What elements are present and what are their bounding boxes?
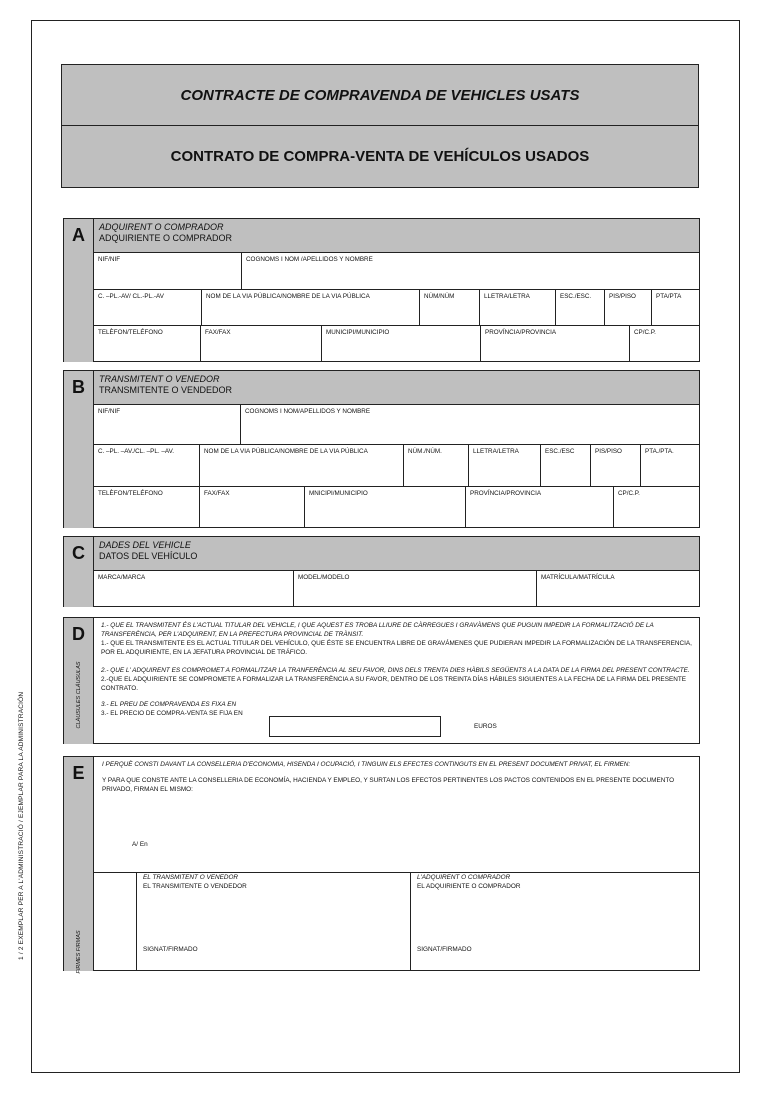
number-field[interactable]: NÚM/NÚM (420, 290, 480, 326)
postal-code-field[interactable]: CP/C.P. (634, 329, 656, 336)
street-name-field[interactable]: NOM DE LA VIA PÚBLICA/NOMBRE DE LA VIA PÚBLICA (202, 290, 420, 326)
floor-field[interactable]: PIS/PISO (591, 445, 641, 487)
section-letter: A (64, 219, 94, 253)
buyer-label-catalan: L'ADQUIRENT O COMPRADOR (417, 874, 511, 881)
buyer-label-spanish: EL ADQUIRIENTE O COMPRADOR (417, 883, 521, 890)
door-field[interactable]: PTA/PTA (652, 290, 699, 326)
clause-1-catalan: 1.- QUE EL TRANSMITENT ÉS L'ACTUAL TITULAR DEL VEHICLE, I QUE AQUEST ES TROBA LLIURE DE CÀRREGUES I GRAVÀMENS QUE PUGUIN IMPEDIR LA FORMALITZACIÓ DE LA TRANSFERÈNCIA, PER L'ADQUIRENT, EN LA PREFECTURA PROVINCIAL DE TRÀNSIT. (101, 622, 654, 638)
section-side-bar (64, 253, 94, 362)
clauses-text (101, 621, 693, 718)
section-side-bar (64, 571, 94, 607)
letter-field[interactable]: LLETRA/LETRA (469, 445, 541, 487)
seller-signed-label: SIGNAT/FIRMADO (143, 946, 198, 953)
header-catalan: TRANSMITENT O VENEDOR (99, 374, 220, 384)
street-type-field[interactable]: C. –PL.-AV/ CL.-PL.-AV (94, 290, 202, 326)
header-spanish: TRANSMITENTE O VENDEDOR (99, 385, 233, 395)
title-spanish: CONTRATO DE COMPRA-VENTA DE VEHÍCULOS USADOS (170, 148, 590, 165)
section-letter: C (64, 537, 94, 571)
section-letter: D (64, 618, 94, 652)
stair-field[interactable]: ESC./ESC. (556, 290, 605, 326)
nif-field[interactable]: NIF/NIF (94, 253, 242, 290)
seller-label-catalan: EL TRANSMITENT O VENEDOR (143, 874, 239, 881)
header-spanish: DATOS DEL VEHÍCULO (99, 551, 198, 561)
declaration-catalan: I PERQUÈ CONSTI DAVANT LA CONSELLERIA D'ECONOMIA, HISENDA I OCUPACIÓ, I TINGUIN ELS EFECTES CONTINGUTS EN EL PRESENT DOCUMENT PRIVAT, EL FIRMEN: (102, 761, 631, 768)
section-header (94, 371, 699, 405)
section-buyer (63, 218, 700, 362)
model-field[interactable]: MODEL/MODELO (294, 571, 537, 607)
section-vehicle (63, 536, 700, 607)
header-catalan: ADQUIRENT O COMPRADOR (99, 222, 224, 232)
title-box (61, 64, 699, 188)
currency-label: EUROS (474, 723, 497, 730)
clauses-side-label: CLÀUSULES CLÁUSULAS (76, 661, 82, 729)
header-catalan: DADES DEL VEHICLE (99, 540, 191, 550)
seller-signature-box[interactable] (137, 872, 411, 971)
section-clauses (63, 617, 700, 744)
section-side-bar (64, 794, 94, 974)
nif-field[interactable]: NIF/NIF (94, 405, 241, 445)
clause-1-spanish: 1.- QUE EL TRANSMITENTE ES EL ACTUAL TITULAR DEL VEHÍCULO, QUE ÉSTE SE ENCUENTRA LIBRE DE GRAVÁMENES QUE PUDIERAN IMPEDIR LA FORMALIZACIÓN DE LA TRANSFERENCIA, POR EL ADQUIRIENTE, EN LA JEFATURA PROVINCIAL DE TRÁFICO. (101, 640, 692, 656)
section-side-bar (64, 652, 94, 744)
buyer-signed-label: SIGNAT/FIRMADO (417, 946, 472, 953)
number-field[interactable]: NÚM./NÚM. (404, 445, 469, 487)
name-field[interactable]: COGNOMS I NOM /APELLIDOS Y NOMBRE (242, 253, 699, 290)
copy-note: 1 / 2 EXEMPLAR PER A L'ADMINISTRACIÓ / EJEMPLAR PARA LA ADMINISTRACIÓN (18, 691, 25, 960)
letter-field[interactable]: LLETRA/LETRA (480, 290, 556, 326)
clause-2-catalan: 2.- QUE L' ADQUIRENT ES COMPROMET A FORMALITZAR LA TRANFERÈNCIA AL SEU FAVOR, DINS DELS TRENTA DIES HÀBILS SEGÜENTS A LA DATA DE LA FIRMA DEL PRESENT CONTRACTE. (101, 667, 690, 674)
section-header (94, 537, 699, 571)
declaration-text (102, 760, 694, 794)
signatures-side-label: FIRMES FIRMAS (76, 930, 82, 974)
section-letter: E (64, 757, 94, 794)
seller-label-spanish: EL TRANSMITENTE O VENDEDOR (143, 883, 247, 890)
plate-field[interactable]: MATRÍCULA/MATRÍCULA (541, 574, 615, 581)
province-field[interactable]: PROVÍNCIA/PROVINCIA (466, 487, 614, 528)
clause-2-spanish: 2.-QUE EL ADQUIRIENTE SE COMPROMETE A FORMALIZAR LA TRANSFERÈNCIA A SU FAVOR, DENTRO DE LOS TREINTA DÍAS HÁBILES SIGUIENTES A LA FECHA DE LA FIRMA DEL PRESENTE CONTRATO. (101, 676, 687, 692)
phone-field[interactable]: TELÈFON/TELÉFONO (94, 487, 200, 528)
postal-code-field[interactable]: CP/C.P. (618, 490, 640, 497)
municipality-field[interactable]: MUNICIPI/MUNICIPIO (322, 326, 481, 362)
stair-field[interactable]: ESC./ESC (541, 445, 591, 487)
municipality-field[interactable]: MNICIPI/MUNICIPIO (305, 487, 466, 528)
floor-field[interactable]: PIS/PISO (605, 290, 652, 326)
section-side-bar (64, 405, 94, 528)
title-catalan: CONTRACTE DE COMPRAVENDA DE VEHICLES USATS (62, 65, 698, 126)
street-type-field[interactable]: C. –PL. –AV./CL. –PL. –AV. (94, 445, 200, 487)
brand-field[interactable]: MARCA/MARCA (94, 571, 294, 607)
section-header (94, 219, 699, 253)
clause-3-catalan: 3.- EL PREU DE COMPRAVENDA ES FIXA EN (101, 701, 237, 708)
door-field[interactable]: PTA./PTA. (641, 445, 699, 487)
phone-field[interactable]: TELÈFON/TELÉFONO (94, 326, 201, 362)
section-seller (63, 370, 700, 528)
buyer-signature-box[interactable] (411, 872, 699, 971)
place-date-label: A/ En (132, 841, 148, 848)
signature-side-column (94, 872, 137, 971)
province-field[interactable]: PROVÍNCIA/PROVINCIA (481, 326, 630, 362)
header-spanish: ADQUIRIENTE O COMPRADOR (99, 233, 233, 243)
section-signatures (63, 756, 700, 974)
fax-field[interactable]: FAX/FAX (201, 326, 322, 362)
name-field[interactable]: COGNOMS I NOM/APELLIDOS Y NOMBRE (241, 405, 699, 445)
declaration-spanish: Y PARA QUE CONSTE ANTE LA CONSELLERIA DE ECONOMÍA, HACIENDA Y EMPLEO, Y SURTAN LOS EFECTOS PERTINENTES LOS PACTOS CONTENIDOS EN EL PRESENTE DOCUMENTO PRIVADO, FIRMAN EL MISMO: (102, 777, 675, 793)
fax-field[interactable]: FAX/FAX (200, 487, 305, 528)
clause-3-spanish: 3.- EL PRECIO DE COMPRA-VENTA SE FIJA EN (101, 710, 243, 717)
street-name-field[interactable]: NOM DE LA VIA PÚBLICA/NOMBRE DE LA VIA PÚBLICA (200, 445, 404, 487)
price-input[interactable] (269, 716, 441, 737)
section-letter: B (64, 371, 94, 405)
